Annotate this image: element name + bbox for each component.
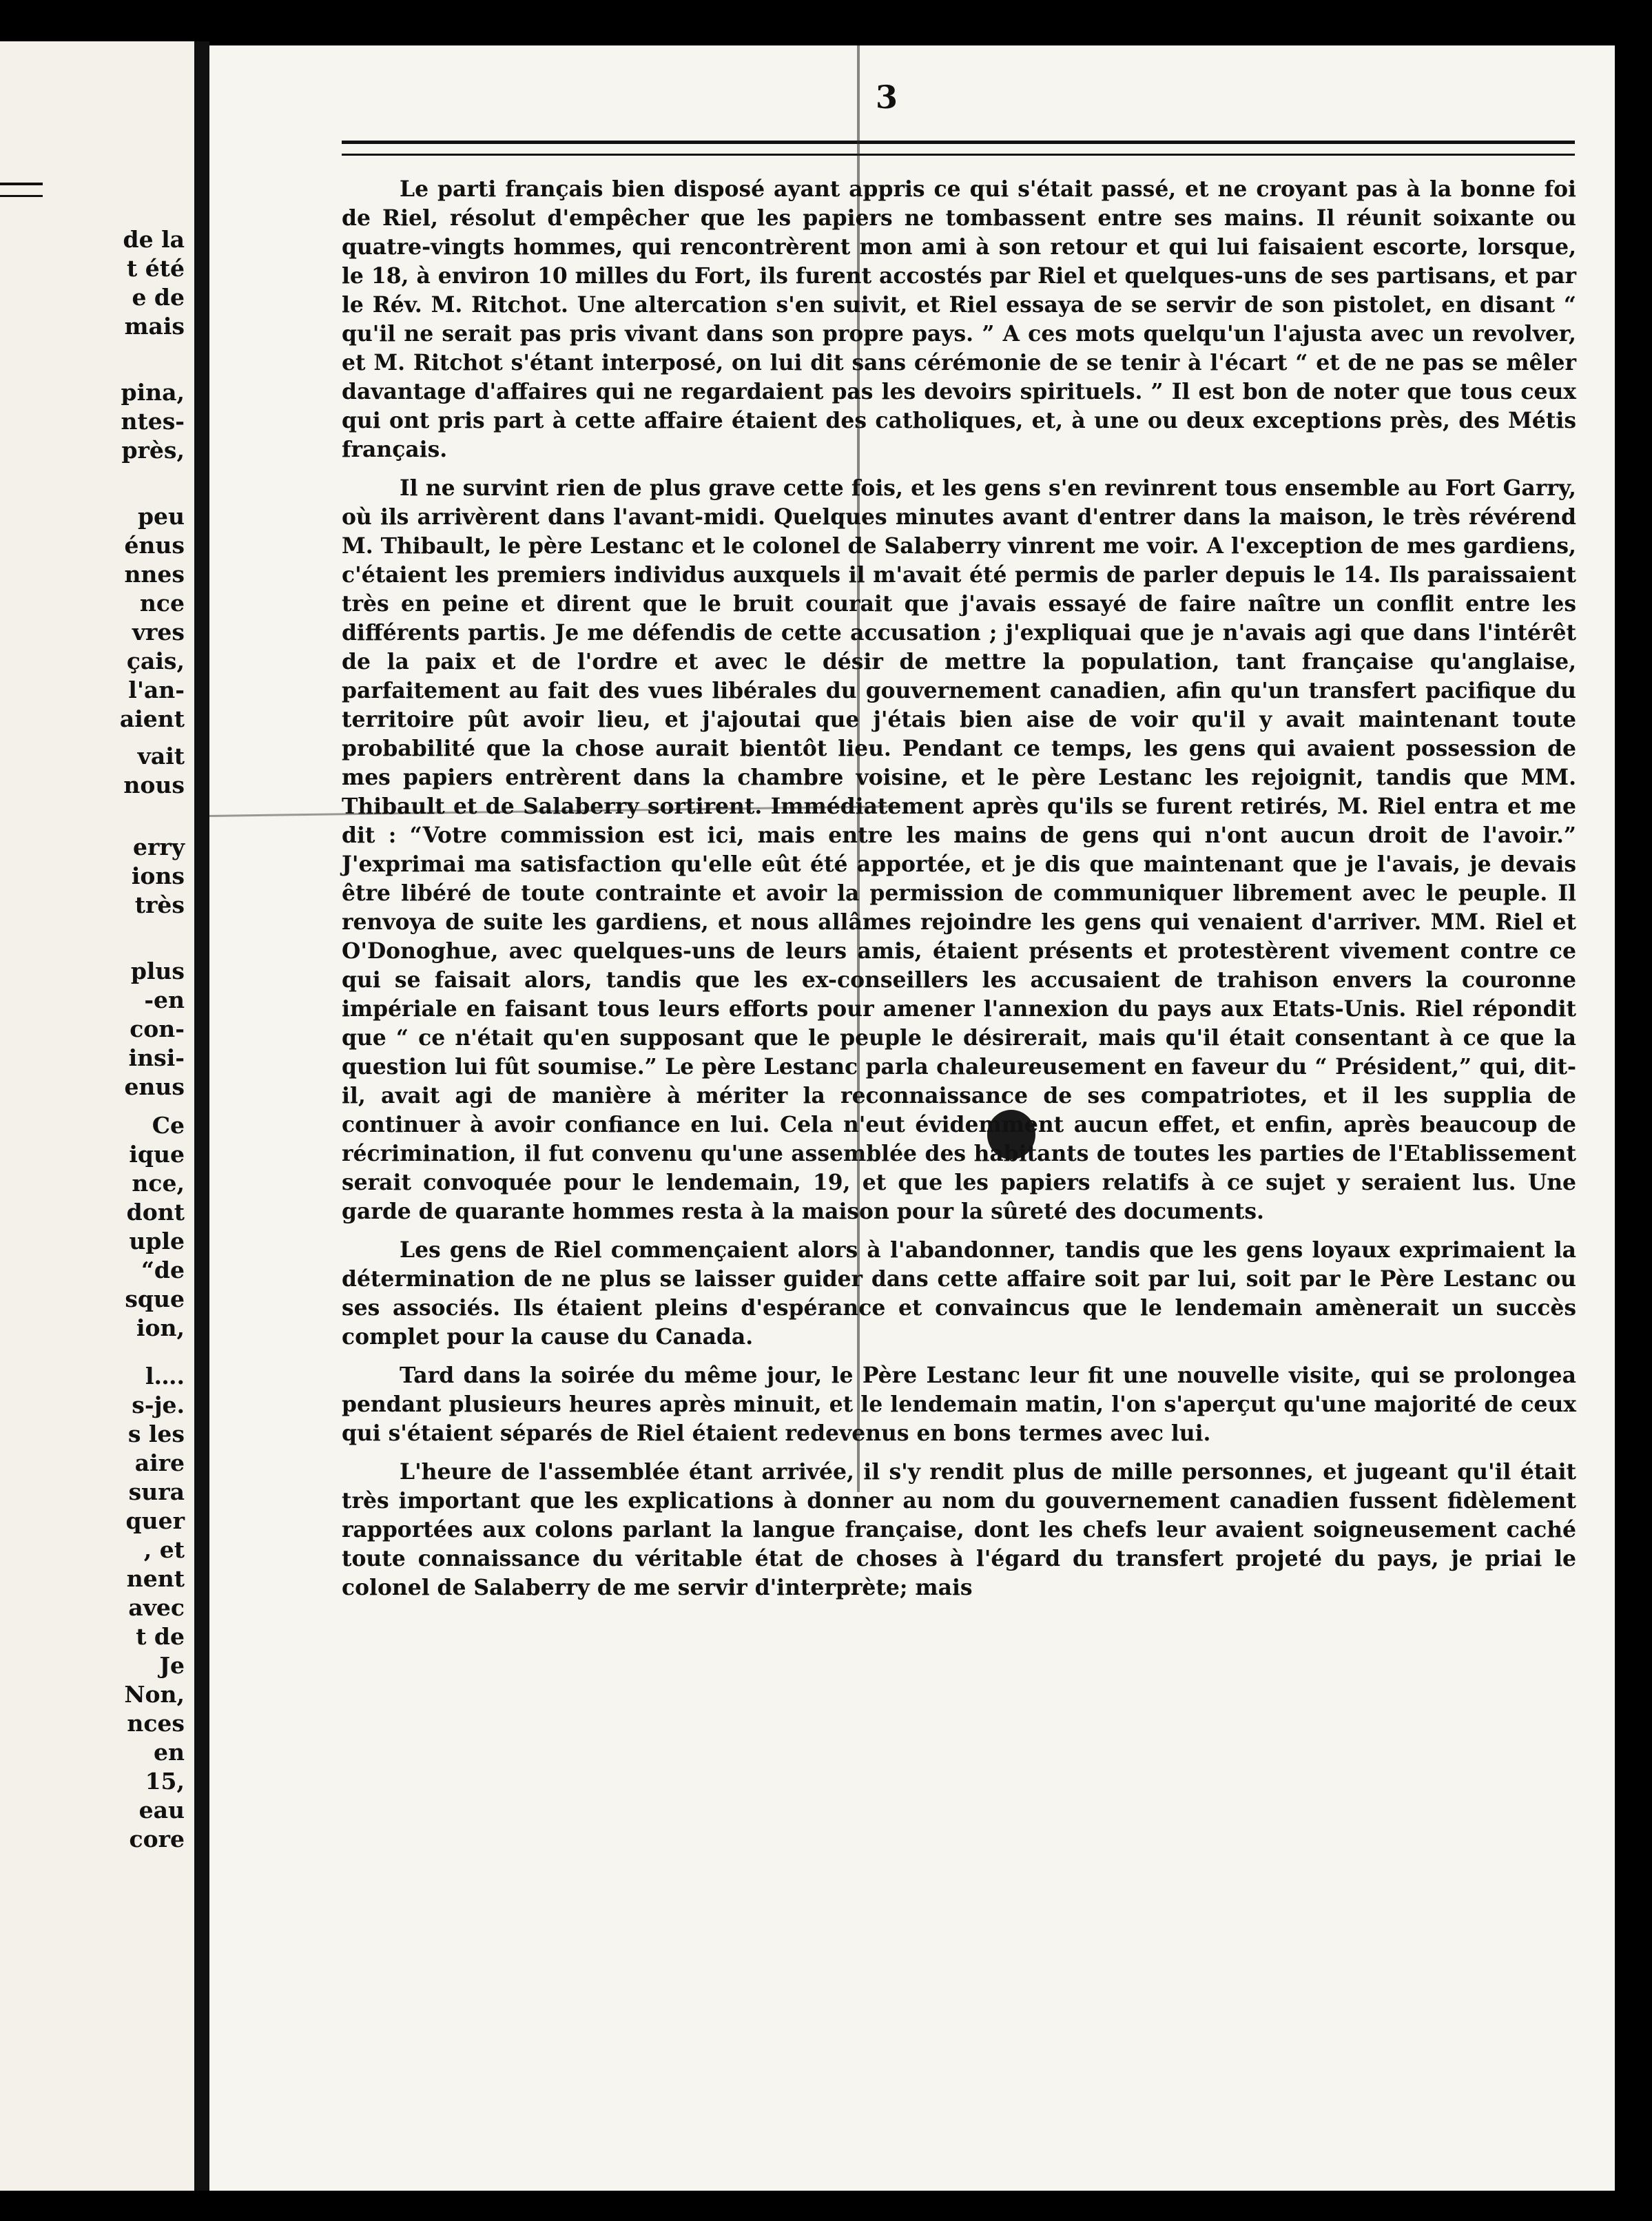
margin-fragment: l…. (145, 1363, 185, 1390)
margin-fragment: nces (127, 1710, 185, 1737)
margin-fragment: -en (144, 986, 185, 1013)
margin-fragment: s-je. (132, 1392, 185, 1418)
margin-fragment: aire (134, 1449, 185, 1476)
margin-fragment: vres (132, 619, 185, 645)
body-text (342, 175, 1576, 1612)
margin-fragment: sque (125, 1285, 185, 1312)
margin-fragment: sura (128, 1478, 185, 1505)
facing-page-fragment (0, 41, 194, 2191)
margin-fragment: mais (124, 313, 185, 340)
margin-fragment: e de (132, 284, 185, 311)
margin-fragment: t de (136, 1623, 185, 1650)
margin-fragment: nce, (132, 1170, 185, 1197)
paragraph: Le parti français bien disposé ayant appris ce qui s'était passé, et ne croyant pas à la bonne foi de Riel, résolut d'empêcher que les papiers ne tombassent entre ses mains. Il réunit soixante ou quatre-vingts hommes, qui rencontrèrent mon ami à son retour et qui lui faisaient escorte, lorsque, le 18, à environ 10 milles du Fort, ils furent accostés par Riel et quelques-uns de ses partisans, et par le Rév. M. Ritchot. Une altercation s'en suivit, et Riel essaya de se servir de son pistolet, en disant “ qu'il ne serait pas pris vivant dans son propre pays. ” A ces mots quelqu'un l'ajusta avec un revolver, et M. Ritchot s'étant interposé, on lui dit sans cérémonie de se tenir à l'écart “ et de ne pas se mêler davantage d'affaires qui ne regardaient pas les devoirs spirituels. ” Il est bon de noter que tous ceux qui ont pris part à cette affaire étaient des catholiques, et, à une ou deux exceptions près, des Métis français. (342, 177, 1576, 462)
margin-fragment: plus (130, 958, 185, 984)
scan-border-bottom (209, 2191, 1652, 2221)
margin-fragment: eau (138, 1797, 185, 1824)
margin-fragment: nce (139, 590, 185, 617)
margin-fragment: énus (124, 532, 185, 559)
margin-fragment: Non, (124, 1681, 185, 1708)
margin-fragment: aient (119, 705, 185, 732)
margin-fragment: nnes (124, 561, 185, 588)
margin-fragment: avec (128, 1594, 185, 1621)
margin-fragment: ions (131, 862, 185, 889)
margin-fragment: l'an- (128, 676, 185, 703)
main-page (209, 45, 1615, 2191)
paragraph: L'heure de l'assemblée étant arrivée, il s'y rendit plus de mille personnes, et jugeant qu'il était très important que les explications à donner au nom du gouvernement canadien fussent fidèlement rapportées aux colons parlant la langue française, dont les chefs leur avaient soigneusement caché toute connaissance du véritable état de choses à l'égard du transfert projeté du pays, je priai le colonel de Salaberry de me servir d'interprète; mais (342, 1460, 1576, 1600)
page-number: 3 (875, 79, 898, 116)
margin-fragment: , et (143, 1536, 185, 1563)
paragraph: Il ne survint rien de plus grave cette fois, et les gens s'en revinrent tous ensemble au Fort Garry, où ils arrivèrent dans l'avant-midi. Quelques minutes avant d'entrer dans la maison, le très révérend M. Thibault, le père Lestanc et le colonel de Salaberry vinrent me voir. A l'exception de mes gardiens, c'étaient les premiers individus auxquels il m'avait été permis de parler depuis le 14. Ils paraissaient très en peine et dirent que le bruit courait que j'avais essayé de faire naître un conflit entre les différents partis. Je me défendis de cette accusation ; j'expliquai que je n'avais agi que dans l'intérêt de la paix et de l'ordre et avec le désir de mettre la population, tant française qu'anglaise, parfaitement au fait des vues libérales du gouvernement canadien, afin qu'un transfert pacifique du territoire pût avoir lieu, et j'ajoutai que j'étais bien aise de voir qu'il y avait maintenant toute probabilité que la chose aurait bientôt lieu. Pendant ce temps, les gens qui avaient possession de mes papiers entrèrent dans la chambre voisine, et le père Lestanc les rejoignit, tandis que MM. Thibault et de Salaberry sortirent. Immédiatement après qu'ils se furent retirés, M. Riel entra et me dit : “Votre commission est ici, mais entre les mains de gens qui n'ont aucun droit de l'avoir.” J'exprimai ma satisfaction qu'elle eût été apportée, et je dis que maintenant que je l'avais, je devais être libéré de toute contrainte et avoir la permission de communiquer librement avec le peuple. Il renvoya de suite les gardiens, et nous allâmes rejoindre les gens qui venaient d'arriver. MM. Riel et O'Donoghue, avec quelques-uns de leurs amis, étaient présents et protestèrent vivement contre ce qui se faisait alors, tandis que les ex-conseillers les accusaient de trahison envers la couronne impériale en faisant tous leurs efforts pour amener l'annexion du pays aux Etats-Unis. Riel répondit que “ ce n'était qu'en supposant que le peuple le désirerait, mais qu'il était consentant à ce que la question lui fût soumise.” Le père Lestanc parla chaleureusement en faveur du “ Président,” qui, dit-il, avait agi de manière à mériter la reconnaissance de ses compatriotes, et il les supplia de continuer à avoir confiance en lui. Cela n'eut évidemment aucun effet, et enfin, après beaucoup de récrimination, il fut convenu qu'une assemblée des habitants de toutes les parties de l'Etablissement serait convoquée pour le lendemain, 19, et que les papiers relatifs à ce sujet y seraient lus. Une garde de quarante hommes resta à la maison pour la sûreté des documents. (342, 476, 1576, 1224)
margin-fragment: “de (141, 1257, 185, 1283)
book-gutter (194, 41, 209, 2191)
margin-fragment: t été (127, 255, 185, 282)
margin-fragment: çais, (126, 648, 185, 674)
margin-fragment: uple (129, 1228, 185, 1254)
header-double-rule (342, 141, 1575, 156)
margin-fragment: peu (137, 503, 185, 530)
paragraph: Les gens de Riel commençaient alors à l'abandonner, tandis que les gens loyaux exprimaient la détermination de ne plus se laisser guider dans cette affaire soit par lui, soit par le Père Lestanc ou ses associés. Ils étaient pleins d'espérance et convaincus que le lendemain amènerait un succès complet pour la cause du Canada. (342, 1238, 1576, 1350)
margin-fragment: en (154, 1739, 185, 1766)
margin-fragment: très (134, 891, 185, 918)
margin-fragment: core (129, 1826, 185, 1852)
margin-fragment: erry (133, 834, 185, 860)
margin-fragment: nent (126, 1565, 185, 1592)
margin-fragment: de la (123, 226, 185, 253)
margin-fragment: pina, (121, 379, 185, 406)
margin-fragment: ique (129, 1141, 185, 1168)
paragraph: Tard dans la soirée du même jour, le Père Lestanc leur fit une nouvelle visite, qui se prolongea pendant plusieurs heures après minuit, et le lendemain matin, l'on s'aperçut qu'une majorité de ceux qui s'étaient séparés de Riel étaient redevenus en bons termes avec lui. (342, 1363, 1576, 1446)
margin-fragment: ion, (136, 1314, 185, 1341)
margin-fragment: con- (130, 1015, 185, 1042)
margin-fragment: ntes- (121, 408, 185, 435)
margin-fragment: quer (125, 1507, 185, 1534)
margin-fragment: vait (137, 743, 185, 769)
margin-fragment: près, (121, 437, 185, 464)
margin-fragment: dont (126, 1199, 185, 1226)
margin-fragment: s les (127, 1421, 185, 1447)
margin-fragment: nous (123, 772, 185, 798)
scan-border-right (1615, 41, 1652, 2191)
margin-fragment: Ce (152, 1112, 185, 1139)
margin-fragment: enus (124, 1073, 185, 1100)
margin-fragment: insi- (128, 1044, 185, 1071)
facing-page-rule (0, 183, 43, 197)
margin-fragment: Je (159, 1652, 185, 1679)
margin-fragment: 15, (145, 1768, 185, 1795)
